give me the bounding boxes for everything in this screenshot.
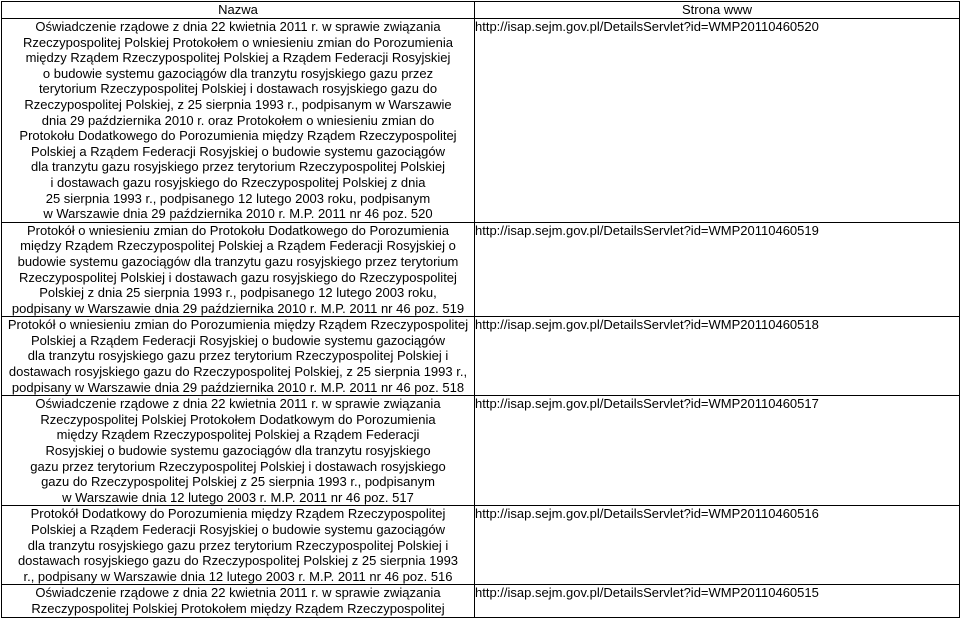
act-name-line: dla tranzytu gazu rosyjskiego przez terytorium Rzeczypospolitej Polskiej xyxy=(30,159,445,175)
act-url-link[interactable]: http://isap.sejm.gov.pl/DetailsServlet?id=WMP20110460519 xyxy=(475,222,819,238)
act-name-line: podpisany w Warszawie dnia 29 października 2010 r. M.P. 2011 nr 46 poz. 519 xyxy=(11,300,465,316)
act-name-line: Protokół o wniesieniu zmian do Porozumienia między Rządem Rzeczypospolitej xyxy=(7,317,469,333)
act-url-cell xyxy=(475,19,960,223)
act-name-line: Polskiej a Rządem Federacji Rosyjskiej o budowie systemu gazociągów xyxy=(30,522,446,537)
act-name-line: o budowie systemu gazociągów dla tranzytu rosyjskiego gazu przez xyxy=(42,65,434,81)
act-name-cell xyxy=(2,506,475,585)
table-row xyxy=(2,222,960,317)
act-name-line: dla tranzytu rosyjskiego gazu przez terytorium Rzeczypospolitej Polskiej i xyxy=(27,348,449,364)
act-name-line: Oświadczenie rządowe z dnia 22 kwietnia 2011 r. w sprawie związania xyxy=(35,585,441,601)
act-name-line: Polskiej a Rządem Federacji Rosyjskiej o budowie systemu gazociągów xyxy=(30,332,446,348)
table-row xyxy=(2,317,960,396)
act-name-line: Oświadczenie rządowe z dnia 22 kwietnia 2011 r. w sprawie związania xyxy=(35,396,441,412)
act-name-line: Protokołu Dodatkowego do Porozumienia między Rządem Rzeczypospolitej xyxy=(19,128,457,144)
act-url-cell xyxy=(475,396,960,506)
act-url-cell xyxy=(475,222,960,317)
act-name-line: Rzeczypospolitej Polskiej Protokołem o wniesieniu zmian do Porozumienia xyxy=(23,34,453,50)
act-name-line: podpisany w Warszawie dnia 29 października 2010 r. M.P. 2011 nr 46 poz. 518 xyxy=(11,379,465,395)
table-row xyxy=(2,396,960,506)
act-url-link[interactable]: http://isap.sejm.gov.pl/DetailsServlet?id=WMP20110460520 xyxy=(475,19,819,34)
act-name-line: Rzeczypospolitej Polskiej i dostawach gazu rosyjskiego do Rzeczypospolitej xyxy=(19,269,457,285)
act-name-line: między Rządem Rzeczypospolitej Polskiej a Rządem Federacji xyxy=(56,427,420,443)
column-header-www: Strona www xyxy=(475,2,960,19)
table-row xyxy=(2,19,960,223)
act-name-line: między Rządem Rzeczypospolitej Polskiej a Rządem Federacji Rosyjskiej xyxy=(25,50,451,66)
act-name-line: i dostawach gazu rosyjskiego do Rzeczypospolitej Polskiej z dnia xyxy=(50,174,426,190)
act-name-line: Polskiej z dnia 25 sierpnia 1993 r., podpisanego 12 lutego 2003 roku, xyxy=(39,285,437,301)
act-name-line: Rosyjskiej o budowie systemu gazociągów dla tranzytu rosyjskiego xyxy=(45,443,431,459)
act-name-line: między Rządem Rzeczypospolitej Polskiej a Rządem Federacji Rosyjskiej o xyxy=(20,238,456,254)
act-name-line: gazu do Rzeczypospolitej Polskiej z 25 sierpnia 1993 r., podpisanym xyxy=(41,474,435,490)
act-name-line: r., podpisany w Warszawie dnia 12 lutego 2003 r. M.P. 2011 nr 46 poz. 516 xyxy=(23,568,453,584)
act-name-line: Rzeczypospolitej Polskiej, z 25 sierpnia 1993 r., podpisanym w Warszawie xyxy=(24,96,452,112)
act-name-line: w Warszawie dnia 29 października 2010 r. M.P. 2011 nr 46 poz. 520 xyxy=(43,206,433,222)
act-name-line: Polskiej a Rządem Federacji Rosyjskiej o budowie systemu gazociągów xyxy=(30,143,446,159)
table-header-row xyxy=(2,2,960,19)
act-name-cell xyxy=(2,585,475,617)
table-row xyxy=(2,585,960,617)
act-name-line: terytorium Rzeczypospolitej Polskiej i dostawach rosyjskiego gazu do xyxy=(38,81,438,97)
act-url-link[interactable]: http://isap.sejm.gov.pl/DetailsServlet?id=WMP20110460518 xyxy=(475,317,819,333)
act-url-cell xyxy=(475,585,960,617)
act-name-cell xyxy=(2,396,475,506)
act-name-line: w Warszawie dnia 12 lutego 2003 r. M.P. 2011 nr 46 poz. 517 xyxy=(62,489,414,505)
act-name-line: Protokół o wniesieniu zmian do Protokołu Dodatkowego do Porozumienia xyxy=(26,222,450,238)
act-url-link[interactable]: http://isap.sejm.gov.pl/DetailsServlet?id=WMP20110460517 xyxy=(475,396,819,412)
act-name-line: Oświadczenie rządowe z dnia 22 kwietnia 2011 r. w sprawie związania xyxy=(35,19,441,34)
table-row xyxy=(2,506,960,585)
act-name-line: dla tranzytu rosyjskiego gazu przez terytorium Rzeczypospolitej Polskiej i xyxy=(27,537,449,553)
act-name-line: dostawach rosyjskiego gazu do Rzeczypospolitej Polskiej z 25 sierpnia 1993 xyxy=(17,553,459,569)
act-name-line: dnia 29 października 2010 r. oraz Protokołem o wniesieniu zmian do xyxy=(41,112,435,128)
act-name-line: budowie systemu gazociągów dla tranzytu gazu rosyjskiego przez terytorium xyxy=(17,253,459,269)
act-name-line: Rzeczypospolitej Polskiej Protokołem Dodatkowym do Porozumienia xyxy=(40,411,436,427)
acts-table xyxy=(1,1,960,618)
act-url-cell xyxy=(475,317,960,396)
act-url-link[interactable]: http://isap.sejm.gov.pl/DetailsServlet?id=WMP20110460515 xyxy=(475,585,819,601)
act-name-cell xyxy=(2,222,475,317)
act-name-line: 25 sierpnia 1993 r., podpisanego 12 lutego 2003 roku, podpisanym xyxy=(45,190,431,206)
act-name-cell xyxy=(2,19,475,223)
act-name-line: gazu przez terytorium Rzeczypospolitej Polskiej i dostawach rosyjskiego xyxy=(30,458,446,474)
act-url-link[interactable]: http://isap.sejm.gov.pl/DetailsServlet?id=WMP20110460516 xyxy=(475,506,819,522)
act-url-cell xyxy=(475,506,960,585)
act-name-cell xyxy=(2,317,475,396)
act-name-line: Rzeczypospolitej Polskiej Protokołem między Rządem Rzeczypospolitej xyxy=(31,600,445,616)
act-name-line: dostawach rosyjskiego gazu do Rzeczypospolitej Polskiej, z 25 sierpnia 1993 r., xyxy=(8,364,468,380)
act-name-line: Protokół Dodatkowy do Porozumienia między Rządem Rzeczypospolitej xyxy=(30,506,446,522)
column-header-name: Nazwa xyxy=(2,2,475,19)
